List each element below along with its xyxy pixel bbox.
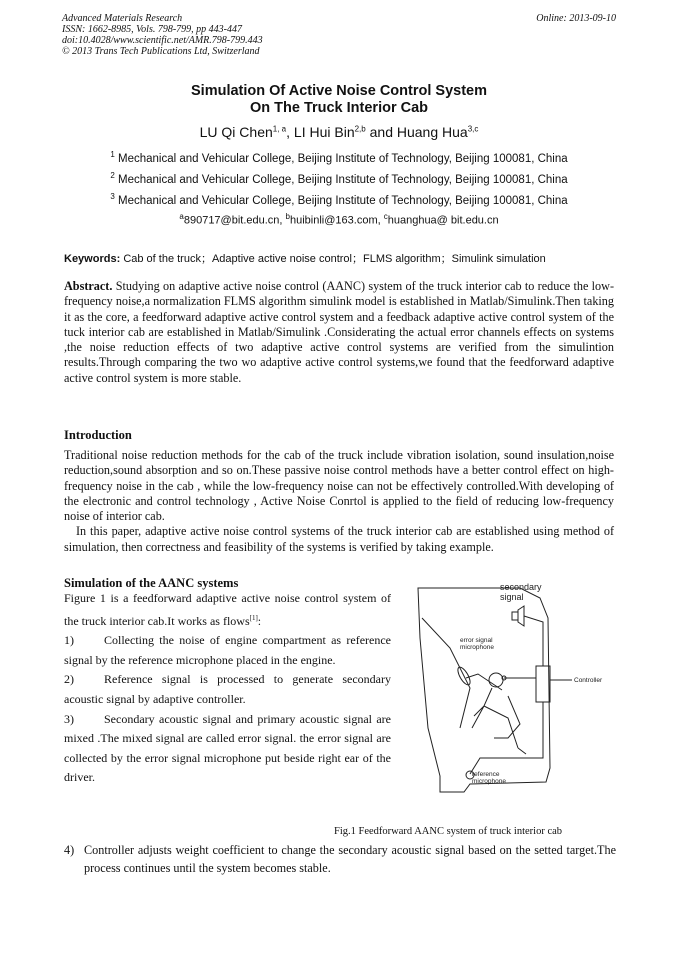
affiliation-2: $^2$ Mechanical and Vehicular College, Beijing Institute of Technology, Beijing 100081, China xyxy=(110,171,568,186)
doi: doi:10.4028/www.scientific.net/AMR.798-799.443 xyxy=(62,35,263,46)
email-b: huibinli@163.com, xyxy=(290,214,381,227)
copyright: © 2013 Trans Tech Publications Ltd, Switzerland xyxy=(62,46,260,57)
affiliation-3: $^3$ Mechanical and Vehicular College, Beijing Institute of Technology, Beijing 100081, China xyxy=(110,192,568,207)
paper-title-line2: On The Truck Interior Cab xyxy=(249,100,429,116)
keywords xyxy=(64,250,616,266)
introduction-paragraph-1: Traditional noise reduction methods for the cab of the truck include vibration isolation, sound insulation,noise reduction,sound absorption and so on.These passive noise control methods have a better control effect on high-frequency noise in the cab , while the low-frequency noise can not be effectively controlled.With developing of the electronic and control technology , Active Noise Conrtol is applied to the field of reducing low-frequency noise of interior cab. xyxy=(64,448,614,524)
simulation-column xyxy=(64,589,391,788)
abstract-label: Abstract. xyxy=(64,279,113,293)
introduction-paragraph-2: In this paper, adaptive active noise control systems of the truck interior cab are established using method of simulation, then correctness and feasibility of the systems is verified by taking example. xyxy=(64,524,614,554)
keywords-label: Keywords: xyxy=(64,253,121,265)
email-c: huanghua@ bit.edu.cn xyxy=(387,214,499,227)
simulation-intro: Figure 1 is a feedforward adaptive active noise control system of the truck interior cab.It works as flows[1]: xyxy=(64,591,391,628)
journal-header xyxy=(62,13,263,57)
label-error-1: error signal xyxy=(460,637,493,644)
author-emails: $^a$890717@bit.edu.cn, $^b$huibinli@163.com, $^c$huanghua@ bit.edu.cn xyxy=(179,212,499,227)
label-reference-2: microphone xyxy=(472,778,506,785)
label-controller: Controller xyxy=(574,677,603,684)
introduction-body xyxy=(64,448,614,555)
list-item-2: 2) Reference signal is processed to generate secondary acoustic signal by adaptive controller. xyxy=(64,672,391,706)
list-item-4: 4) Controller adjusts weight coefficient to change the secondary acoustic signal based on the setted target.The process continues until the system becomes stable. xyxy=(64,843,616,875)
affiliation-1: $^1$ Mechanical and Vehicular College, Beijing Institute of Technology, Beijing 100081, China xyxy=(110,150,568,165)
figure-1-diagram xyxy=(400,578,615,808)
list-item-1: 1) Collecting the noise of engine compartment as reference signal by the reference microphone placed in the engine. xyxy=(64,633,391,667)
label-reference-1: reference xyxy=(472,771,500,778)
label-secondary-1: secondary xyxy=(500,582,542,592)
author-list: LU Qi Chen$^{1, a}$, LI Hui Bin$^{2,b}$ and Huang Hua$^{3,c}$ xyxy=(199,124,479,140)
label-error-2: microphone xyxy=(460,644,494,651)
paper-title-line1: Simulation Of Active Noise Control System xyxy=(191,83,487,99)
abstract-text: Studying on adaptive active noise control (AANC) system of the truck interior cab to reduce the low-frequency noise,a normalization FLMS algorithm simulink model is established in Matlab/Simulink.Then taking it as the core, a feedforward adaptive active control system and a feedback adaptive active control system of the tuck interior cab are established in Matlab/Simulink .Considerating the actual error channels effects on systems ,the noise reduction effects of two adaptive active control systems are verified from the simulintion results.Through comparing the two wo adaptive active control systems,we found that the feedforward adaptive active control system is more stable. xyxy=(64,279,615,385)
journal-name: Advanced Materials Research xyxy=(62,13,183,24)
author-2: LI Hui Bin xyxy=(293,124,355,140)
figure-1-caption: Fig.1 Feedforward AANC system of truck interior cab xyxy=(334,826,563,837)
email-a: 890717@bit.edu.cn, xyxy=(183,214,283,227)
label-secondary-2: signal xyxy=(500,592,524,602)
simulation-heading: Simulation of the AANC systems xyxy=(64,576,239,590)
author-1: LU Qi Chen xyxy=(199,124,273,140)
issn: ISSN: 1662-8985, Vols. 798-799, pp 443-447 xyxy=(62,24,242,35)
abstract xyxy=(64,279,614,386)
online-date: Online: 2013-09-10 xyxy=(536,13,616,24)
list-item-3: 3) Secondary acoustic signal and primary acoustic signal are mixed .The mixed signal are called error signal. the error signal are collected by the error signal microphone put beside right ear of the driver. xyxy=(64,711,391,785)
introduction-heading: Introduction xyxy=(64,428,132,442)
author-3: Huang Hua xyxy=(396,124,468,140)
keywords-text: Cab of the truck；Adaptive active noise control；FLMS algorithm；Simulink simulation xyxy=(123,253,546,265)
